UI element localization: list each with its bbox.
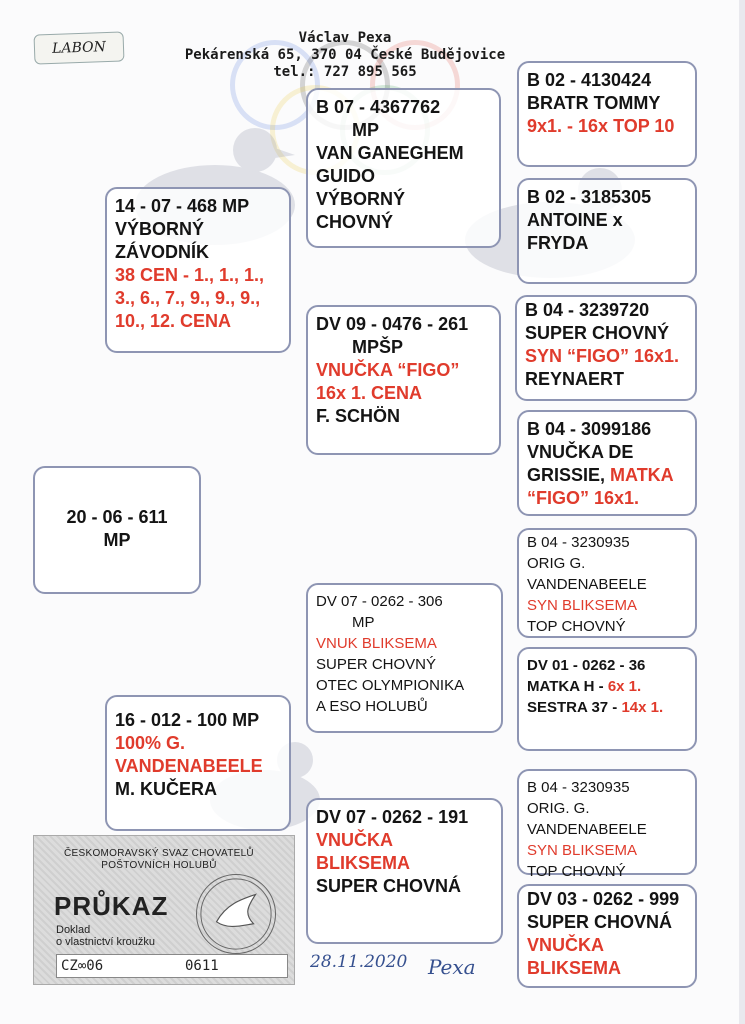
sd-dam-box (517, 410, 697, 516)
pedigree-line: VNUČKA “FIGO” (316, 360, 460, 380)
pedigree-line (527, 441, 687, 464)
sire-dam-box (306, 305, 501, 455)
pedigree-line: 10., 12. CENA (115, 311, 232, 331)
pedigree-line: DV 07 - 0262 - 306 (316, 593, 443, 610)
ds-dam-box (517, 647, 697, 751)
pedigree-line: MP (103, 530, 131, 550)
bird-box (33, 466, 201, 594)
pedigree-line: DV 09 - 0476 - 261 (316, 314, 469, 334)
pedigree-line: BLIKSEMA (316, 853, 410, 873)
owner-phone: tel.: 727 895 565 (273, 64, 417, 80)
pedigree-line: FRYDA (527, 233, 589, 253)
pedigree-line: VÝBORNÝ (115, 219, 205, 239)
pedigree-line: GUIDO (316, 166, 376, 186)
dam-sire-box (306, 583, 503, 733)
owner-name: Václav Pexa (298, 30, 392, 46)
ring-number-field (56, 954, 288, 978)
pedigree-text: GRISSIE, (527, 465, 611, 485)
pedigree-line: OTEC OLYMPIONIKA (316, 677, 465, 694)
pedigree-line: DV 07 - 0262 - 191 (316, 807, 469, 827)
dam-dam-box (306, 798, 503, 944)
pedigree-line: 3., 6., 7., 9., 9., 9., (115, 288, 261, 308)
ring-number: 0611 (185, 958, 219, 974)
pedigree-line: MPŠP (352, 337, 404, 357)
pedigree-line: SYN BLIKSEMA (527, 842, 638, 859)
pedigree-text: “FIGO” 16x1. (527, 488, 640, 508)
pedigree-text: DV 01 - 0262 - 36 (527, 657, 646, 674)
pedigree-line: ANTOINE x (527, 210, 623, 230)
pedigree-line: F. SCHÖN (316, 406, 401, 426)
pedigree-line (527, 418, 687, 441)
pedigree-line: B 02 - 3185305 (527, 187, 652, 207)
pedigree-line: VNUK BLIKSEMA (316, 635, 437, 652)
pedigree-line: 20 - 06 - 611 (66, 507, 168, 527)
sd-sire-box (515, 295, 697, 401)
pedigree-line: CHOVNÝ (316, 212, 394, 232)
pedigree-line: MP (352, 614, 375, 631)
pedigree-line: TOP CHOVNÝ (527, 618, 626, 635)
pedigree-text: 6x 1. (607, 678, 642, 695)
pedigree-text: B 04 - 3099186 (527, 419, 652, 439)
breed-tag-label: LABON (34, 31, 125, 64)
pedigree-line: MP (352, 120, 379, 140)
pedigree-text: SESTRA 37 - (527, 699, 622, 716)
dd-sire-box (517, 769, 697, 880)
dd-dam-box (517, 884, 697, 988)
pedigree-line: 16x 1. CENA (316, 383, 423, 403)
pedigree-line: SUPER CHOVNÁ (316, 876, 462, 896)
handwritten-date: 28.11.2020 (310, 952, 408, 972)
pedigree-line: 100% G. (115, 733, 186, 753)
pedigree-line: 16 - 012 - 100 MP (115, 710, 260, 730)
pedigree-line: SUPER CHOVNÁ (527, 912, 673, 932)
pedigree-line: 14 - 07 - 468 MP (115, 196, 250, 216)
pedigree-line: VAN GANEGHEM (316, 143, 464, 163)
pedigree-line: REYNAERT (525, 369, 625, 389)
card-organization: ČESKOMORAVSKÝ SVAZ CHOVATELŮ POŠTOVNÍCH HOLUBŮ (64, 848, 254, 871)
pedigree-text: MATKA H - (527, 678, 608, 695)
pedigree-line: B 02 - 4130424 (527, 70, 652, 90)
ring-ownership-card (33, 835, 295, 985)
pedigree-line: B 04 - 3239720 (525, 300, 650, 320)
pedigree-line: 9x1. - 16x TOP 10 (527, 116, 675, 136)
pedigree-line: B 04 - 3230935 (527, 779, 630, 796)
pedigree-line: ORIG G. (527, 555, 586, 572)
pedigree-line (527, 487, 687, 510)
pedigree-line: B 04 - 3230935 (527, 534, 630, 551)
handwritten-signature: Pexa (428, 955, 476, 979)
pedigree-line: ZÁVODNÍK (115, 242, 209, 262)
dam-box (105, 695, 291, 831)
pedigree-line: TOP CHOVNÝ (527, 863, 626, 880)
pedigree-text: 14x 1. (621, 699, 664, 716)
pedigree-line: B 07 - 4367762 (316, 97, 441, 117)
pedigree-line: VNUČKA (316, 830, 394, 850)
ss-dam-box (517, 178, 697, 284)
pedigree-line: VNUČKA (527, 935, 605, 955)
dove-seal-icon (196, 874, 276, 954)
ring-prefix: CZ∞06 (61, 958, 104, 974)
pedigree-line: BRATR TOMMY (527, 93, 661, 113)
pedigree-line: SUPER CHOVNÝ (316, 656, 437, 673)
owner-header (160, 30, 530, 81)
pedigree-line: VANDENABEELE (527, 576, 647, 593)
pedigree-line: SYN “FIGO” 16x1. (525, 346, 680, 366)
sire-sire-box (306, 88, 501, 248)
pedigree-line (527, 655, 687, 676)
card-title: PRŮKAZ (54, 891, 169, 921)
pedigree-line (527, 676, 687, 697)
pedigree-text: VNUČKA DE (527, 442, 634, 462)
pedigree-line: M. KUČERA (115, 779, 217, 799)
card-subtitle: Doklad o vlastnictví kroužku (56, 924, 156, 948)
pedigree-line: VANDENABEELE (115, 756, 263, 776)
pedigree-line: BLIKSEMA (527, 958, 621, 978)
owner-address: Pekárenská 65, 370 04 České Budějovice (184, 47, 506, 63)
pedigree-line: SYN BLIKSEMA (527, 597, 638, 614)
pedigree-line: VÝBORNÝ (316, 189, 406, 209)
ss-sire-box (517, 61, 697, 167)
pedigree-line (527, 464, 687, 487)
pedigree-line: VANDENABEELE (527, 821, 647, 838)
sire-box (105, 187, 291, 353)
pedigree-line: DV 03 - 0262 - 999 (527, 889, 680, 909)
ds-sire-box (517, 528, 697, 638)
pedigree-line: ORIG. G. (527, 800, 590, 817)
pedigree-line (527, 697, 687, 718)
pedigree-line: SUPER CHOVNÝ (525, 323, 670, 343)
pedigree-line: 38 CEN - 1., 1., 1., (115, 265, 265, 285)
pedigree-line: A ESO HOLUBŮ (316, 698, 428, 715)
pedigree-text: MATKA (610, 465, 674, 485)
